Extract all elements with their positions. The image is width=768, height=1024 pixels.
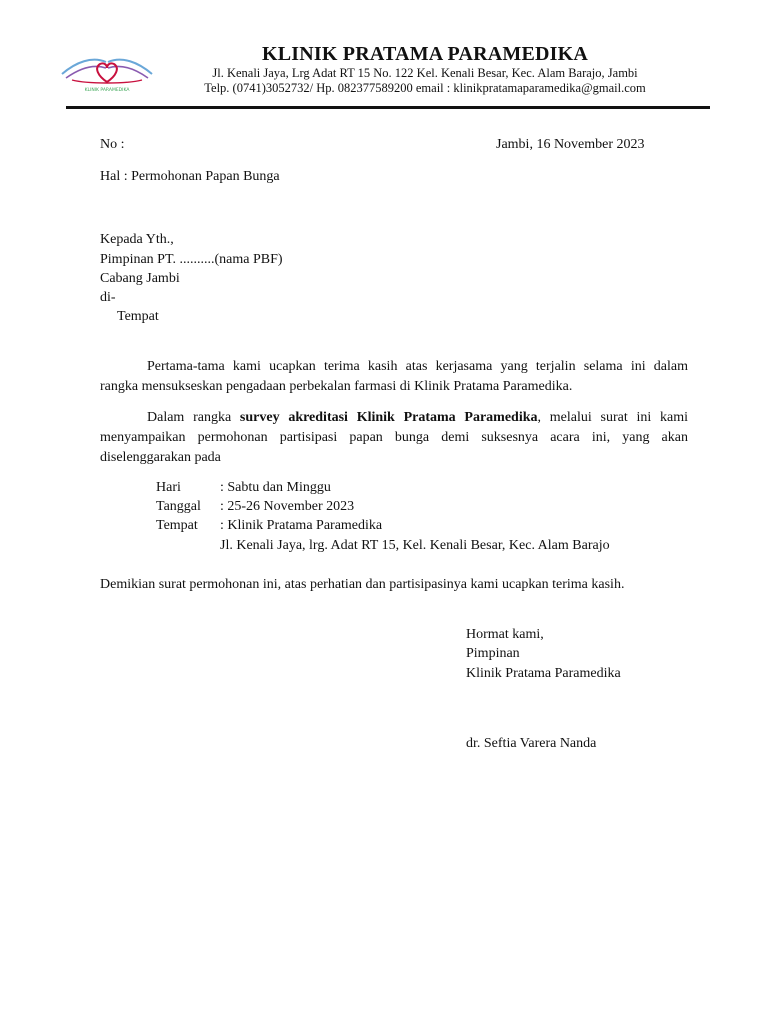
event-day-label: Hari — [156, 480, 181, 495]
body-paragraph-2 — [100, 408, 688, 468]
closing-text: Demikian surat permohonan ini, atas perhatian dan partisipasinya kami ucapkan terima kasih. — [100, 577, 625, 592]
letter-place-date: Jambi, 16 November 2023 — [496, 137, 645, 152]
signatory-name: dr. Seftia Varera Nanda — [466, 736, 597, 751]
signatory-organization: Klinik Pratama Paramedika — [466, 666, 621, 681]
paragraph-2-rest: , melalui surat ini kami — [537, 410, 688, 425]
recipient-branch: Cabang Jambi — [100, 271, 180, 286]
recipient-di: di- — [100, 290, 116, 305]
letterhead-divider — [66, 106, 710, 109]
event-place-address: Jl. Kenali Jaya, lrg. Adat RT 15, Kel. Kenali Besar, Kec. Alam Barajo — [220, 538, 610, 553]
clinic-name: KLINIK PRATAMA PARAMEDIKA — [261, 43, 589, 65]
paragraph-2-line-3: diselenggarakan pada — [100, 450, 221, 465]
body-paragraph-1 — [100, 357, 688, 397]
event-date-value: : 25-26 November 2023 — [220, 499, 355, 514]
clinic-contact: Telp. (0741)3052732/ Hp. 082377589200 email : klinikpratamaparamedika@gmail.com — [204, 81, 646, 95]
paragraph-2-line-2: menyampaikan permohonan partisipasi papan bunga demi suksesnya acara ini, yang akan — [100, 430, 688, 445]
paragraph-2-lead: Dalam rangka — [147, 410, 240, 425]
recipient-salutation: Kepada Yth., — [100, 232, 174, 247]
event-place-value: : Klinik Pratama Paramedika — [220, 518, 383, 533]
clinic-logo — [58, 44, 156, 94]
paragraph-2-bold-phrase: survey akreditasi Klinik Pratama Paramedika — [239, 410, 538, 425]
recipient-name: Pimpinan PT. ..........(nama PBF) — [100, 252, 283, 267]
event-place-label: Tempat — [156, 518, 198, 533]
event-date-label: Tanggal — [156, 499, 201, 514]
event-day-value: : Sabtu dan Minggu — [220, 480, 331, 495]
letter-number-label: No : — [100, 137, 125, 152]
paragraph-1-line-2: rangka mensukseskan pengadaan perbekalan farmasi di Klinik Pratama Paramedika. — [100, 379, 573, 394]
clinic-address: Jl. Kenali Jaya, Lrg Adat RT 15 No. 122 Kel. Kenali Besar, Kec. Alam Barajo, Jambi — [212, 66, 638, 80]
clinic-logo-emblem — [58, 44, 156, 94]
letter-subject: Hal : Permohonan Papan Bunga — [100, 169, 280, 184]
closing-regards: Hormat kami, — [466, 627, 544, 642]
signatory-position: Pimpinan — [466, 646, 520, 661]
logo-caption: KLINIK PARAMEDIKA — [84, 88, 130, 93]
paragraph-1-line-1: Pertama-tama kami ucapkan terima kasih atas kerjasama yang terjalin selama ini dalam — [147, 359, 688, 374]
recipient-place: Tempat — [117, 309, 159, 324]
